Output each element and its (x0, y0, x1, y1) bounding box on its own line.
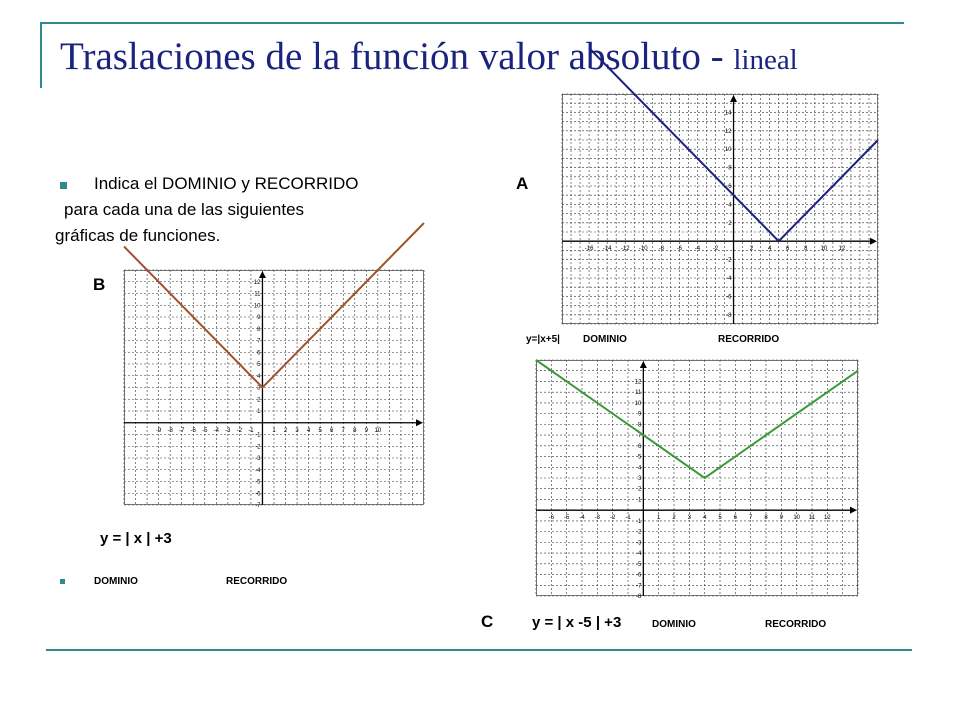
graph-b-y-tick-label: -3 (255, 456, 261, 462)
graph-b-y-tick-label: 6 (257, 350, 261, 357)
prompt-line-2: para cada una de las siguientes (64, 200, 305, 219)
graph-b-y-tick-label: 4 (257, 373, 261, 380)
graph-a-recorrido-label: RECORRIDO (718, 334, 780, 345)
graph-a-y-tick-label: -6 (726, 294, 732, 301)
graph-c-x-tick-label: 8 (764, 515, 768, 522)
graph-c-y-tick-label: -4 (635, 551, 642, 558)
graph-b-x-tick-label: 3 (295, 427, 299, 434)
graph-c-x-tick-label: -3 (594, 515, 601, 522)
graph-c-equation: y = | x -5 | +3 (532, 614, 622, 631)
graph-c-y-arrow-icon (640, 361, 647, 368)
graph-a-y-arrow-icon (730, 95, 737, 102)
graph-c-x-tick-label: -2 (609, 515, 616, 522)
graph-c-x-tick-label: 2 (672, 515, 676, 522)
graph-c (536, 360, 858, 600)
title-sub: lineal (733, 44, 798, 76)
graph-a-x-tick-label: 8 (804, 246, 808, 253)
graph-b-x-tick-label: 1 (272, 427, 276, 434)
graph-a-y-tick-label: 4 (728, 202, 732, 209)
graph-c-y-tick-label: -5 (635, 561, 642, 568)
graph-a-x-arrow-icon (870, 238, 877, 245)
graph-b-svg (124, 270, 424, 509)
graph-a-equation: y=|x+5| (526, 334, 560, 345)
graph-a-x-tick-label: -4 (694, 246, 701, 253)
graph-a-x-tick-label: 10 (820, 246, 828, 253)
graph-b-x-tick-label: 6 (330, 427, 334, 434)
graph-b-x-tick-label: -7 (179, 427, 185, 434)
graph-b-x-tick-label: -3 (225, 427, 231, 434)
bullet-icon (60, 579, 65, 584)
graph-c-y-tick-label: -3 (635, 540, 642, 547)
graph-c-y-tick-label: 5 (637, 454, 642, 461)
graph-a-svg (562, 94, 878, 324)
graph-b-y-tick-label: 12 (253, 279, 261, 286)
graph-b-x-tick-label: 7 (341, 427, 345, 434)
graph-b-y-tick-label: 1 (257, 409, 261, 415)
graph-b-y-tick-label: 9 (257, 315, 261, 321)
graph-c-x-tick-label: -1 (625, 515, 631, 522)
graph-b-y-tick-label: 2 (257, 397, 261, 404)
graph-a-x-tick-label: -16 (584, 246, 594, 253)
graph-c-x-tick-label: 1 (656, 515, 661, 522)
graph-b-recorrido-label: RECORRIDO (226, 576, 288, 587)
graph-a-grid (562, 94, 878, 324)
graph-a-border (563, 95, 878, 324)
graph-a (562, 94, 878, 324)
graph-b-y-tick-label: 7 (257, 338, 261, 345)
graph-c-recorrido-label: RECORRIDO (765, 619, 827, 630)
graph-b-x-tick-label: 4 (306, 427, 311, 434)
prompt-line-3: gráficas de funciones. (55, 226, 221, 245)
graph-b-x-tick-label: -5 (202, 427, 208, 434)
graph-c-y-tick-label: -1 (635, 518, 642, 525)
graph-c-x-tick-label: 6 (733, 515, 738, 522)
graph-b-letter: B (93, 275, 106, 294)
graph-b-x-tick-label: 2 (283, 427, 288, 434)
graph-b-x-tick-label: -6 (190, 427, 196, 434)
slide-title (60, 34, 798, 79)
graph-c-y-tick-label: 4 (637, 465, 642, 472)
graph-b-y-tick-label: 8 (257, 326, 261, 333)
graph-b-y-tick-label: -1 (255, 432, 261, 439)
graph-c-letter: C (481, 612, 494, 631)
graph-c-y-tick-label: -7 (635, 583, 642, 590)
graph-c-y-tick-label: 1 (637, 497, 642, 504)
graph-c-x-tick-label: 11 (808, 515, 816, 522)
graph-b-x-tick-label: -8 (167, 427, 173, 434)
graph-b-equation: y = | x | +3 (100, 530, 172, 547)
graph-c-y-tick-label: -8 (635, 594, 642, 600)
graph-c-y-tick-label: 12 (634, 379, 642, 386)
graph-c-y-tick-label: -2 (635, 529, 642, 536)
graph-c-x-tick-label: -5 (563, 515, 570, 522)
graph-a-y-tick-label: 14 (724, 110, 732, 117)
graph-c-y-tick-label: -6 (635, 572, 642, 579)
graph-c-x-tick-label: -6 (548, 515, 555, 522)
graph-b-x-tick-label: 5 (318, 427, 322, 434)
graph-b-x-tick-label: 9 (364, 427, 368, 434)
graph-b-y-tick-label: 3 (257, 385, 261, 392)
graph-b-y-tick-label: -6 (255, 491, 261, 498)
graph-a-x-tick-label: -6 (676, 246, 683, 253)
graph-a-letter: A (516, 174, 529, 193)
graph-c-svg (536, 360, 858, 600)
graph-a-x-tick-label: -12 (620, 246, 630, 253)
graph-a-x-tick-label: 6 (786, 246, 790, 253)
graph-a-y-tick-label: -2 (726, 257, 732, 264)
graph-c-y-tick-label: 6 (637, 443, 642, 450)
frame-top-line (40, 22, 904, 24)
graph-c-x-tick-label: -4 (579, 515, 585, 522)
bullet-icon (60, 182, 67, 189)
graph-b-x-tick-label: 10 (374, 427, 382, 434)
graph-a-y-tick-label: 12 (724, 128, 732, 135)
graph-a-y-tick-label: 8 (728, 165, 732, 172)
graph-b-x-tick-label: -4 (213, 427, 219, 434)
graph-b-x-tick-label: -2 (236, 427, 243, 434)
graph-b-y-tick-label: -4 (255, 467, 261, 474)
graph-c-x-tick-label: 7 (748, 515, 753, 522)
graph-c-y-tick-label: 9 (637, 411, 642, 418)
graph-a-x-tick-label: -14 (602, 246, 612, 253)
graph-b-y-tick-label: 10 (253, 303, 261, 310)
graph-b-x-arrow-icon (416, 419, 423, 426)
frame-bottom-line (46, 649, 912, 651)
graph-a-y-tick-label: 2 (728, 220, 732, 227)
graph-c-y-tick-label: 3 (637, 476, 642, 482)
graph-b-y-tick-label: -2 (255, 444, 261, 451)
graph-b-y-tick-label: -5 (255, 479, 261, 486)
frame-left-line (40, 22, 42, 88)
graph-c-x-tick-label: 10 (793, 515, 801, 522)
graph-c-x-tick-label: 5 (718, 515, 722, 522)
graph-a-y-tick-label: -8 (726, 312, 732, 319)
title-main: Traslaciones de la función valor absoluto - (60, 35, 734, 78)
graph-b-y-tick-label: -7 (255, 503, 261, 509)
graph-c-x-tick-label: 3 (687, 515, 692, 522)
graph-a-x-tick-label: 12 (838, 246, 846, 253)
graph-b-y-tick-label: 5 (257, 362, 261, 368)
graph-b-x-tick-label: -1 (248, 427, 254, 434)
graph-b-grid (124, 270, 424, 505)
graph-a-x-tick-label: 4 (767, 246, 772, 253)
graph-c-x-tick-label: 9 (779, 515, 784, 522)
graph-b (124, 270, 424, 509)
graph-a-y-tick-label: 10 (724, 147, 732, 154)
graph-b-x-tick-label: 8 (353, 427, 357, 434)
graph-c-x-arrow-icon (850, 507, 857, 514)
graph-c-x-tick-label: 4 (702, 515, 707, 522)
graph-c-dominio-label: DOMINIO (652, 619, 696, 630)
graph-c-y-tick-label: 11 (635, 390, 642, 397)
prompt-line-1: Indica el DOMINIO y RECORRIDO (94, 174, 359, 193)
graph-c-y-tick-label: 2 (637, 486, 642, 493)
graph-c-y-tick-label: 10 (634, 400, 642, 407)
graph-a-y-tick-label: 6 (728, 184, 732, 190)
graph-a-x-tick-label: -8 (658, 246, 664, 253)
graph-a-x-tick-label: -2 (712, 246, 719, 253)
graph-a-x-tick-label: -10 (638, 246, 648, 253)
graph-a-x-tick-label: 2 (749, 246, 754, 253)
graph-c-y-tick-label: 8 (637, 422, 642, 429)
graph-a-y-tick-label: -4 (726, 276, 732, 282)
graph-c-series-line (536, 360, 858, 478)
graph-b-y-tick-label: 11 (254, 291, 261, 298)
graph-c-x-tick-label: 12 (823, 515, 831, 522)
graph-c-y-tick-label: 7 (637, 433, 642, 440)
graph-b-dominio-label: DOMINIO (94, 576, 138, 587)
graph-b-y-arrow-icon (259, 271, 266, 278)
graph-c-grid (536, 360, 858, 596)
graph-a-dominio-label: DOMINIO (583, 334, 627, 345)
graph-b-x-tick-label: -9 (155, 427, 162, 434)
